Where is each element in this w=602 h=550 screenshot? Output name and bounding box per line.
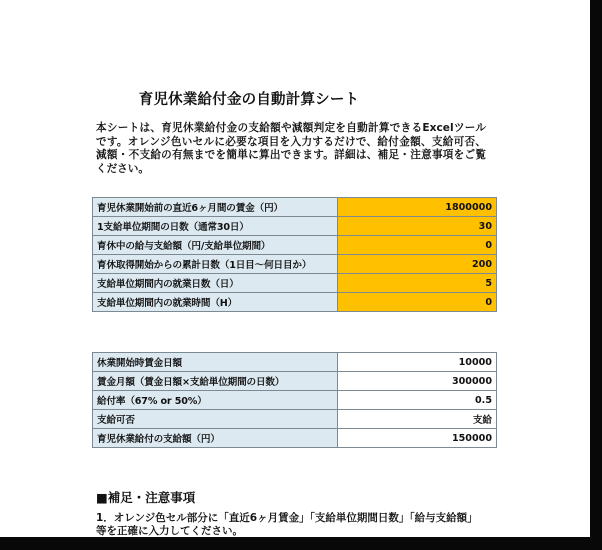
result-row-label: 育児休業給付の支給額（円） xyxy=(93,429,338,448)
result-row-value: 300000 xyxy=(338,372,497,391)
table-row xyxy=(93,236,497,255)
input-row-label: 支給単位期間内の就業時間（H） xyxy=(93,293,338,312)
input-row-label: 育休中の給与支給額（円/支給単位期間） xyxy=(93,236,338,255)
input-row-value[interactable]: 5 xyxy=(338,274,497,293)
result-row-label: 休業開始時賃金日額 xyxy=(93,353,338,372)
input-table-body xyxy=(93,198,497,312)
result-table-body xyxy=(93,353,497,448)
result-row-value: 10000 xyxy=(338,353,497,372)
input-row-label: 1支給単位期間の日数（通常30日） xyxy=(93,217,338,236)
input-row-label: 育児休業開始前の直近6ヶ月間の賃金（円） xyxy=(93,198,338,217)
result-row-value: 支給 xyxy=(338,410,497,429)
table-row xyxy=(93,293,497,312)
notes-heading: ■補足・注意事項 xyxy=(96,490,196,505)
intro-paragraph: 本シートは、育児休業給付金の支給額や減額判定を自動計算できるExcelツールです。オレンジ色いセルに必要な項目を入力するだけで、給付金額、支給可否、減額・不支給の有無までを簡単に算出できます。詳細は、補足・注意事項をご覧ください。 xyxy=(96,122,486,175)
input-row-value[interactable]: 200 xyxy=(338,255,497,274)
table-row xyxy=(93,198,497,217)
table-row xyxy=(93,429,497,448)
input-row-label: 支給単位期間内の就業日数（日） xyxy=(93,274,338,293)
viewer-frame-right xyxy=(590,0,602,550)
input-row-value[interactable]: 30 xyxy=(338,217,497,236)
table-row xyxy=(93,353,497,372)
list-item: 1．オレンジ色セル部分に「直近6ヶ月賃金」「支給単位期間日数」「給与支給額」等を正確に入力してください。 xyxy=(96,512,478,537)
input-row-value[interactable]: 1800000 xyxy=(338,198,497,217)
result-row-label: 賃金月額（賃金日額×支給単位期間の日数） xyxy=(93,372,338,391)
result-row-value: 0.5 xyxy=(338,391,497,410)
result-row-label: 給付率（67% or 50%） xyxy=(93,391,338,410)
viewer-frame-bottom xyxy=(0,537,602,550)
result-row-value: 150000 xyxy=(338,429,497,448)
table-row xyxy=(93,217,497,236)
notes-list xyxy=(96,512,488,537)
input-row-value[interactable]: 0 xyxy=(338,236,497,255)
page-title: 育児休業給付金の自動計算シート xyxy=(138,92,360,108)
result-table xyxy=(92,352,497,448)
table-row xyxy=(93,274,497,293)
input-row-value[interactable]: 0 xyxy=(338,293,497,312)
table-row xyxy=(93,372,497,391)
input-row-label: 育休取得開始からの累計日数（1日目〜何日目か） xyxy=(93,255,338,274)
input-table xyxy=(92,197,497,312)
result-row-label: 支給可否 xyxy=(93,410,338,429)
table-row xyxy=(93,255,497,274)
table-row xyxy=(93,410,497,429)
table-row xyxy=(93,391,497,410)
